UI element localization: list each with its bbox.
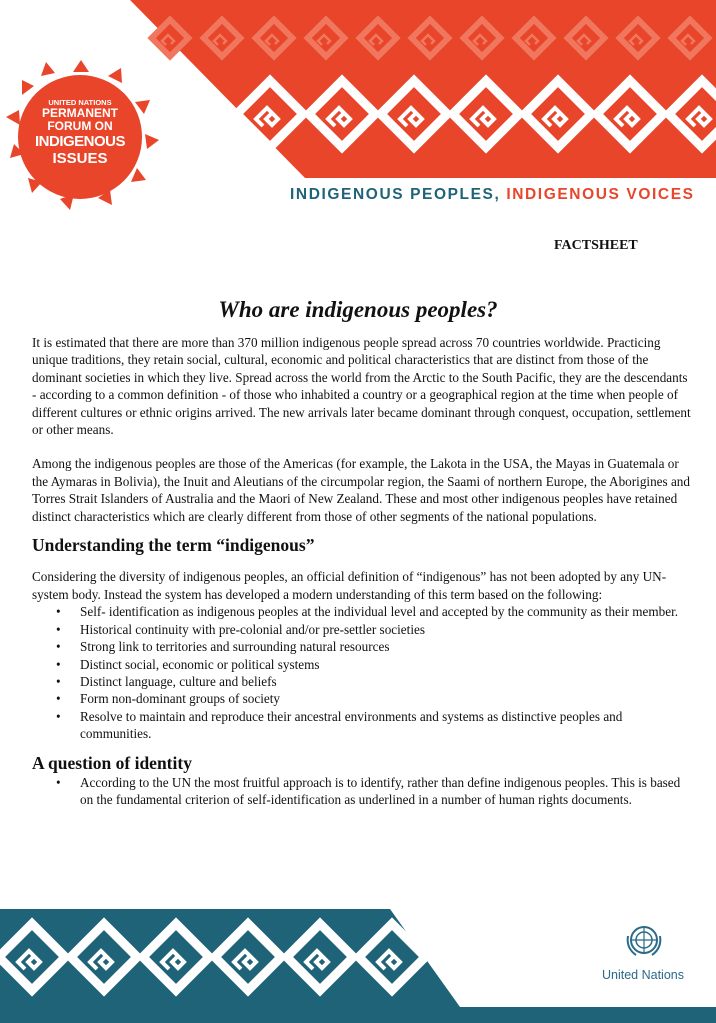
- un-label: United Nations: [602, 968, 684, 982]
- list-item: • Strong link to territories and surrounding natural resources: [32, 638, 692, 655]
- tagline-part-1: INDIGENOUS PEOPLES,: [290, 186, 507, 203]
- logo-text: [30, 98, 130, 167]
- logo-line-5: ISSUES: [52, 150, 108, 167]
- list-item: • Form non-dominant groups of society: [32, 690, 692, 707]
- tagline-part-2: INDIGENOUS VOICES: [506, 186, 695, 203]
- list-item: • Historical continuity with pre-colonial and/or pre-settler societies: [32, 621, 692, 638]
- identity-list: [32, 774, 692, 809]
- tagline: [290, 186, 695, 204]
- list-item: • According to the UN the most fruitful approach is to identify, rather than define indigenous peoples. This is based on the fundamental criterion of self-identification as underlined in a number of human rights documents.: [32, 774, 692, 809]
- logo-line-3: FORUM ON: [47, 119, 113, 133]
- list-item: • Distinct language, culture and beliefs: [32, 673, 692, 690]
- logo-line-2: PERMANENT: [41, 106, 118, 120]
- section-heading-indigenous: Understanding the term “indigenous”: [32, 535, 315, 556]
- logo-line-4: INDIGENOUS: [34, 133, 125, 150]
- page-title: Who are indigenous peoples?: [218, 297, 498, 322]
- footer-pattern: [0, 895, 716, 1023]
- criteria-list: [32, 603, 692, 742]
- list-item: • Resolve to maintain and reproduce their ancestral environments and systems as distinctive peoples and communities.: [32, 708, 692, 743]
- header-banner: [0, 0, 716, 220]
- logo-line-1: UNITED NATIONS: [48, 98, 112, 107]
- footer-banner: [0, 895, 716, 1023]
- section1-intro: Considering the diversity of indigenous peoples, an official definition of “indigenous” has not been adopted by any UN-system body. Instead the system has developed a modern understanding of this term based on the following:: [32, 569, 667, 602]
- list-item: • Self- identification as indigenous peoples at the individual level and accepted by the community as their member.: [32, 603, 692, 620]
- section-heading-identity: A question of identity: [32, 752, 192, 773]
- list-item: • Distinct social, economic or political systems: [32, 656, 692, 673]
- main-content: [32, 334, 692, 809]
- un-emblem-icon: [622, 922, 666, 962]
- intro-paragraph-1: It is estimated that there are more than 370 million indigenous people spread across 70 countries worldwide. Practicing unique traditions, they retain social, cultural, economic and political characteristics that are distinct from those of the dominant societies in which they live. Spread across the world from the Arctic to the South Pacific, they are the descendants - according to a common definition - of those who inhabited a country or a geographical region at the time when people of different cultures or ethnic origins arrived. The new arrivals later became dominant through conquest, occupation, settlement or other means.: [32, 335, 691, 438]
- factsheet-label: FACTSHEET: [554, 238, 638, 253]
- intro-paragraph-2: Among the indigenous peoples are those of the Americas (for example, the Lakota in the USA, the Mayas in Guatemala or the Aymaras in Bolivia), the Inuit and Aleutians of the circumpolar region, the Saami of northern Europe, the Aborigines and Torres Strait Islanders of Australia and the Maori of New Zealand. These and most other indigenous peoples have retained distinct characteristics which are clearly different from those of other segments of the national populations.: [32, 456, 690, 524]
